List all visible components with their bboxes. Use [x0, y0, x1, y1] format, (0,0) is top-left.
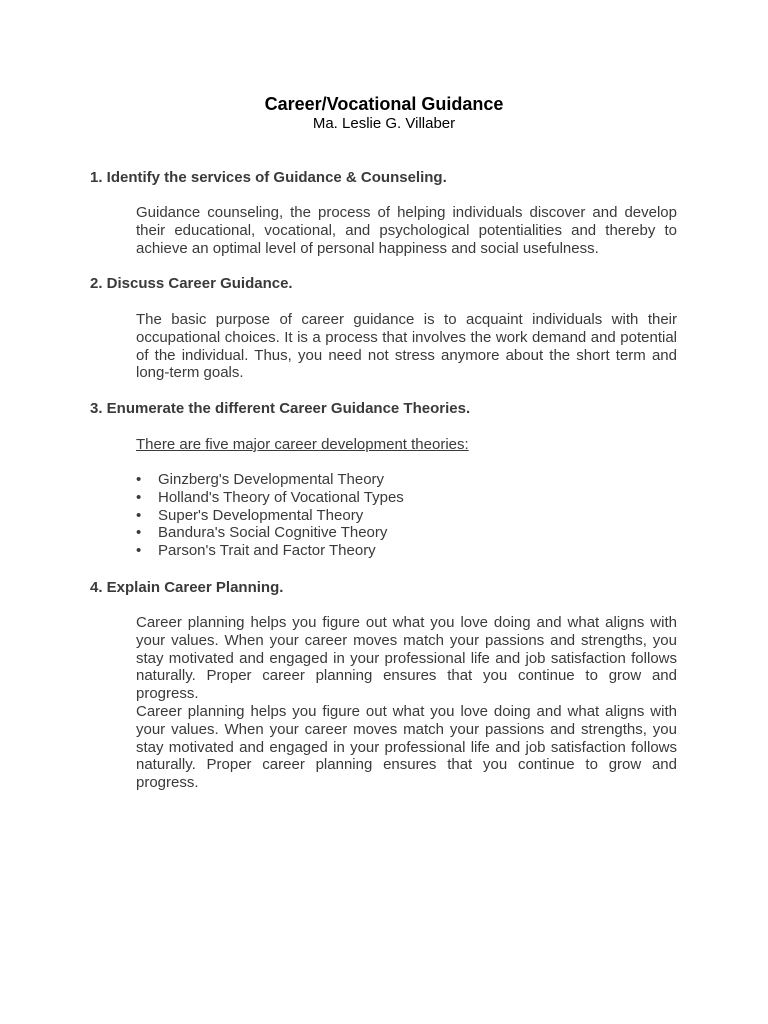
section-1-heading: 1. Identify the services of Guidance & Counseling.: [90, 169, 447, 186]
section-3-heading: 3. Enumerate the different Career Guidance Theories.: [90, 400, 471, 417]
section-2-heading: 2. Discuss Career Guidance.: [90, 275, 293, 292]
list-item-text: Super's Developmental Theory: [158, 506, 364, 524]
list-item-text: Ginzberg's Developmental Theory: [158, 471, 385, 488]
list-item: [136, 507, 404, 525]
list-item-text: Bandura's Social Cognitive Theory: [158, 524, 388, 542]
section-1-paragraph: [136, 204, 677, 257]
document-title: Career/Vocational Guidance: [264, 94, 504, 114]
bullet-icon: •: [136, 471, 142, 488]
list-item-text: Holland's Theory of Vocational Types: [158, 488, 404, 506]
bullet-icon: •: [136, 488, 142, 506]
section-4-paragraphs: [136, 614, 677, 792]
section-2-paragraph: [136, 311, 677, 382]
list-item: [136, 524, 404, 542]
section-4-paragraph-1: Career planning helps you figure out what you love doing and what aligns with your values. When your career moves match your passions and strengths, you stay motivated and engaged in your professional life and job satisfaction follows naturally. Proper career planning ensures that you continue to grow and progress.: [136, 614, 677, 703]
bullet-icon: •: [136, 506, 142, 524]
bullet-icon: •: [136, 524, 142, 542]
list-item: [136, 489, 404, 507]
section-2-text: The basic purpose of career guidance is to acquaint individuals with their occupational choices. It is a process that involves the work demand and potential of the individual. Thus, you need not stress anymore about the short term and long-term goals.: [136, 311, 677, 382]
section-4-heading: 4. Explain Career Planning.: [90, 579, 284, 596]
section-4-paragraph-2: Career planning helps you figure out what you love doing and what aligns with your values. When your career moves match your passions and strengths, you stay motivated and engaged in your professional life and job satisfaction follows naturally. Proper career planning ensures that you continue to grow and progress.: [136, 702, 677, 792]
section-1-text: Guidance counseling, the process of helping individuals discover and develop their educational, vocational, and psychological potentialities and thereby to achieve an optimal level of personal happiness and social usefulness.: [136, 204, 677, 257]
list-item: [136, 471, 404, 489]
list-item-text: Parson's Trait and Factor Theory: [158, 542, 376, 560]
bullet-icon: •: [136, 542, 142, 560]
list-item: [136, 542, 404, 560]
document-author: Ma. Leslie G. Villaber: [312, 115, 456, 132]
theories-list: [136, 471, 404, 560]
theories-intro: There are five major career development theories:: [136, 436, 469, 453]
